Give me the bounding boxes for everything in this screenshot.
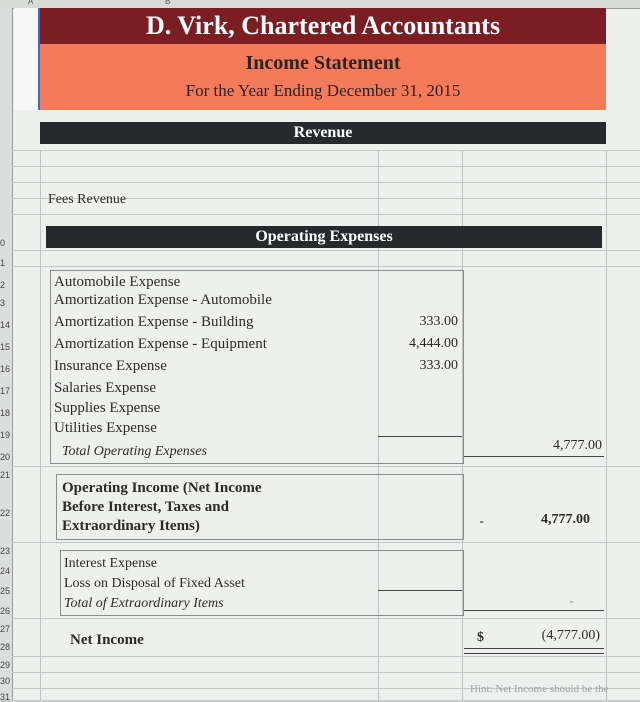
expense-amount[interactable]: 4,444.00 — [409, 336, 458, 351]
expense-amount[interactable]: 333.00 — [419, 314, 458, 329]
expense-amount[interactable]: 333.00 — [419, 358, 458, 373]
net-income-amount[interactable]: (4,777.00) — [541, 628, 600, 643]
expense-label[interactable]: Amortization Expense - Automobile — [54, 292, 272, 308]
row-number[interactable]: 24 — [0, 566, 11, 576]
expense-label[interactable]: Insurance Expense — [54, 358, 167, 374]
total-operating-expenses-amount[interactable]: 4,777.00 — [553, 438, 602, 453]
statement-title[interactable]: Income Statement — [245, 52, 401, 74]
row-number[interactable]: 27 — [0, 624, 11, 634]
expense-label[interactable]: Utilities Expense — [54, 420, 157, 436]
row-number[interactable]: 21 — [0, 470, 11, 480]
revenue-section-header[interactable]: Revenue — [40, 122, 606, 144]
row-number[interactable]: 30 — [0, 676, 11, 686]
extraordinary-dash: - — [569, 594, 574, 609]
row-number[interactable]: 19 — [0, 430, 11, 440]
row-number[interactable]: 22 — [0, 508, 11, 518]
company-title[interactable]: D. Virk, Chartered Accountants — [40, 8, 606, 44]
expense-label[interactable]: Amortization Expense - Equipment — [54, 336, 267, 352]
operating-income-label-line3[interactable]: Extraordinary Items) — [62, 518, 200, 534]
row-number-gutter — [0, 8, 13, 700]
statement-period[interactable]: For the Year Ending December 31, 2015 — [185, 81, 461, 100]
row-number[interactable]: 25 — [0, 586, 11, 596]
operating-expenses-section-header[interactable]: Operating Expenses — [46, 226, 602, 248]
extraordinary-item-label[interactable]: Interest Expense — [64, 556, 157, 571]
expense-label[interactable]: Salaries Expense — [54, 380, 157, 396]
currency-symbol: $ — [477, 630, 484, 645]
net-income-double-underline — [464, 648, 604, 654]
row-number[interactable]: 26 — [0, 606, 11, 616]
hint-text: Hint: Net Income should be the — [470, 683, 609, 695]
subtotal-underline — [378, 436, 462, 437]
operating-income-amount[interactable]: 4,777.00 — [541, 512, 590, 527]
row-number[interactable]: 18 — [0, 408, 11, 418]
operating-income-label-line1[interactable]: Operating Income (Net Income — [62, 480, 262, 496]
row-number[interactable]: 20 — [0, 452, 11, 462]
operating-income-dash: - — [479, 514, 484, 529]
total-extraordinary-items-label[interactable]: Total of Extraordinary Items — [64, 596, 224, 611]
column-letter-b[interactable]: B — [165, 0, 171, 6]
row-number[interactable]: 3 — [0, 298, 6, 308]
column-letter-a[interactable]: A — [28, 0, 34, 6]
expense-label[interactable]: Supplies Expense — [54, 400, 161, 416]
extraordinary-subtotal-underline — [378, 590, 462, 591]
extraordinary-item-label[interactable]: Loss on Disposal of Fixed Asset — [64, 576, 245, 591]
expense-label[interactable]: Automobile Expense — [54, 274, 181, 290]
row-number[interactable]: 1 — [0, 258, 6, 268]
row-number[interactable]: 31 — [0, 692, 11, 702]
operating-income-label-line2[interactable]: Before Interest, Taxes and — [62, 499, 229, 515]
net-income-label[interactable]: Net Income — [70, 632, 144, 648]
statement-header — [40, 44, 606, 110]
expense-label[interactable]: Amortization Expense - Building — [54, 314, 254, 330]
selected-cell[interactable] — [14, 8, 42, 110]
total-operating-expenses-label[interactable]: Total Operating Expenses — [62, 444, 207, 459]
row-number[interactable]: 29 — [0, 660, 11, 670]
row-number[interactable]: 16 — [0, 364, 11, 374]
row-number[interactable]: 17 — [0, 386, 11, 396]
row-number[interactable]: 2 — [0, 280, 6, 290]
fees-revenue-label[interactable]: Fees Revenue — [48, 192, 127, 207]
row-number[interactable]: 0 — [0, 238, 6, 248]
total-underline — [464, 456, 604, 457]
row-number[interactable]: 14 — [0, 320, 11, 330]
row-number[interactable]: 15 — [0, 342, 11, 352]
extraordinary-total-underline — [464, 610, 604, 611]
row-number[interactable]: 28 — [0, 642, 11, 652]
row-number[interactable]: 23 — [0, 546, 11, 556]
